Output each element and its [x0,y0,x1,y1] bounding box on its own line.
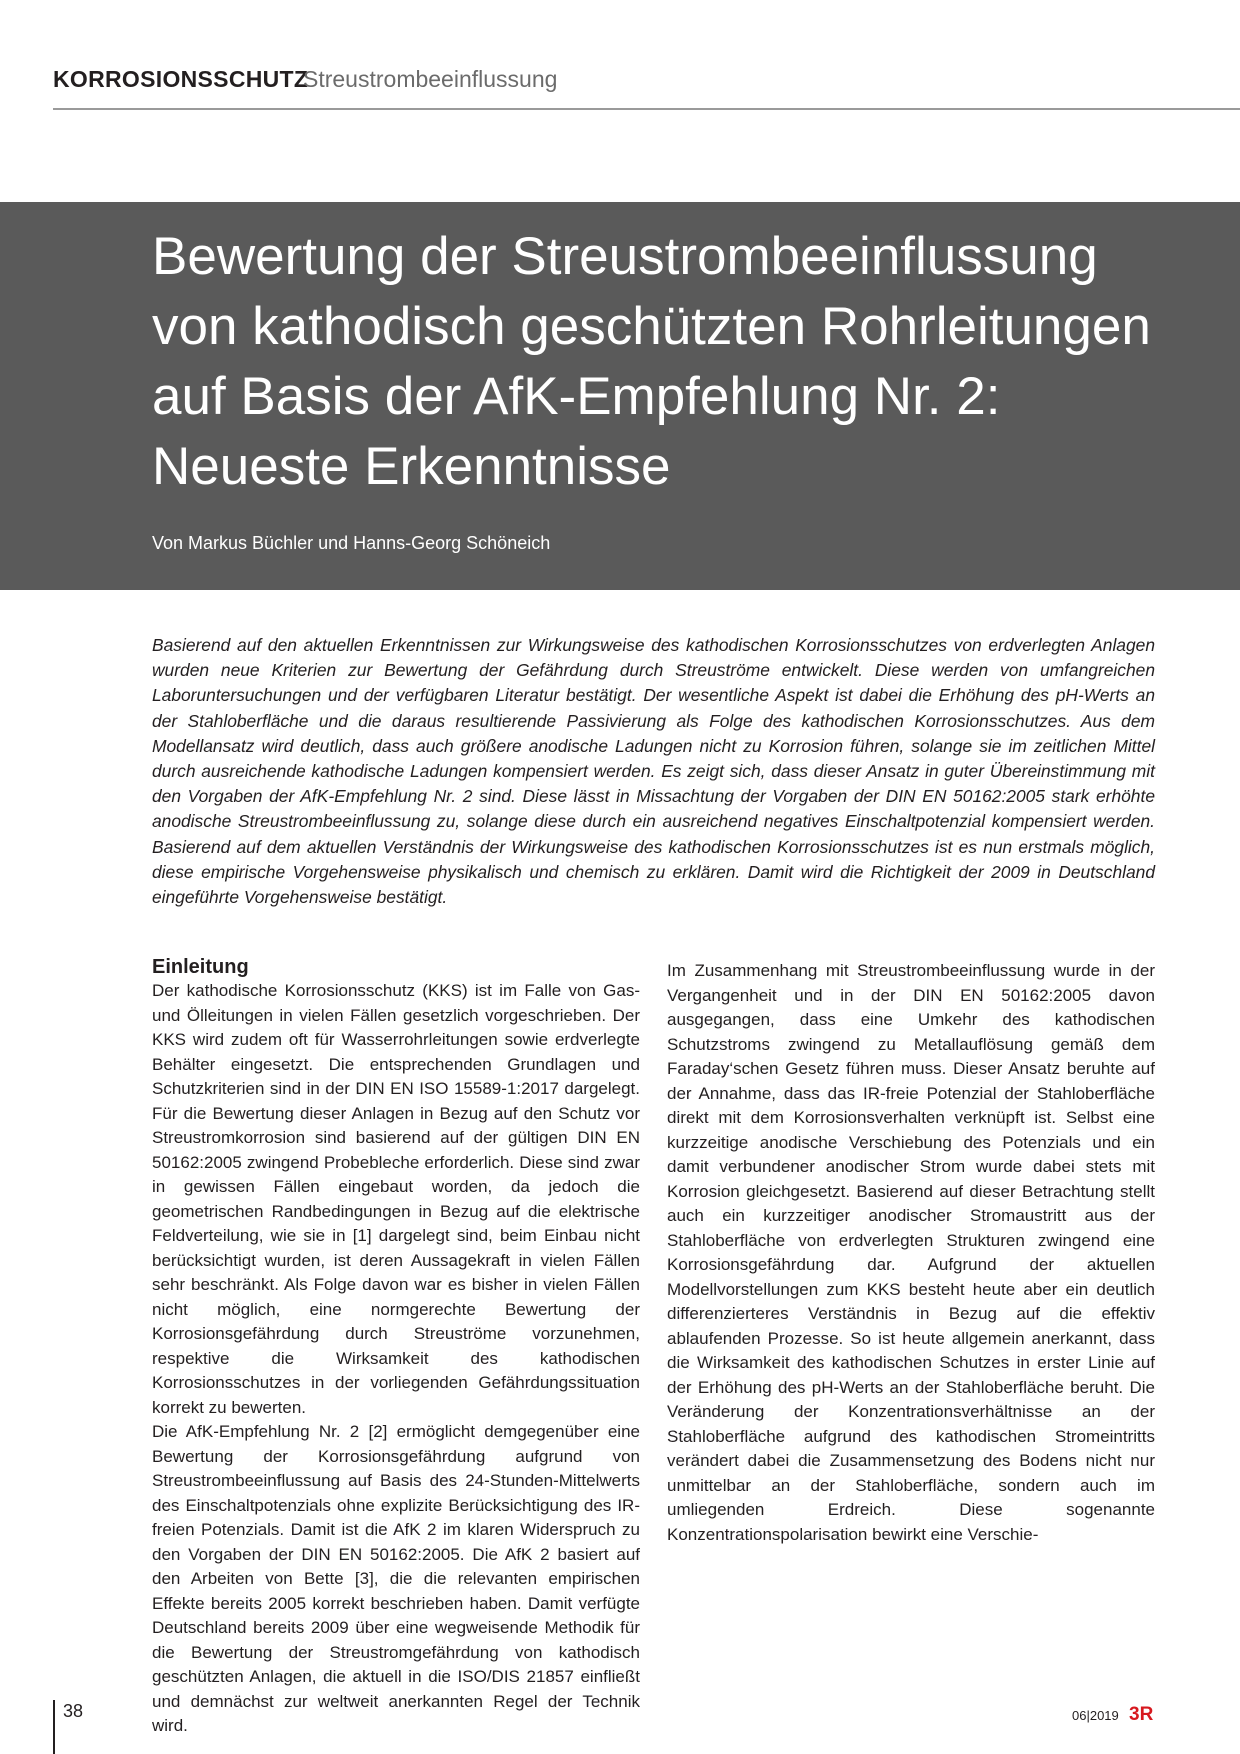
section-label: KORROSIONSSCHUTZ [53,66,309,92]
abstract: Basierend auf den aktuellen Erkenntnissen zur Wirkungsweise des kathodischen Korrosionsschutzes von erdverlegten Anlagen wurden neue Kriterien zur Bewertung der Gefährdung durch Streuströme entwickelt. Diese werden von umfangreichen Laboruntersuchungen und der verfügbaren Literatur bestätigt. Der wesentliche Aspekt ist dabei die Erhöhung des pH-Werts an der Stahloberfläche und die daraus resultierende Passivierung als Folge des kathodischen Korrosionsschutzes. Aus dem Modellansatz wird deutlich, dass auch größere anodische Ladungen nicht zu Korrosion führen, solange sie im zeitlichen Mittel durch ausreichende kathodische Ladungen kompensiert werden. Es zeigt sich, dass dieser Ansatz in guter Übereinstimmung mit den Vorgaben der AfK-Empfehlung Nr. 2 sind. Diese lässt in Missachtung der Vorgaben der DIN EN 50162:2005 stark erhöhte anodische Streustrombeeinflussung zu, solange diese durch ein ausreichend negatives Einschaltpotenzial kompensiert werden. Basierend auf dem aktuellen Verständnis der Wirkungsweise des kathodischen Korrosionsschutzes ist es nun erstmals möglich, diese empirische Vorgehensweise physikalisch und chemisch zu erklären. Damit wird die Richtigkeit der 2009 in Deutschland eingeführte Vorgehensweise bestätigt. [152,635,1155,908]
issue-label: 06|2019 [1072,1708,1119,1723]
paragraph-1: Der kathodische Korrosionsschutz (KKS) ist im Falle von Gas- und Ölleitungen in vielen Fällen gesetzlich vorgeschrieben. Der KKS wird zudem oft für Wasserrohrleitungen sowie erdverlegte Behälter eingesetzt. Die entsprechenden Grundlagen und Schutzkriterien sind in der DIN EN ISO 15589-1:2017 dargelegt. Für die Bewertung dieser Anlagen in Bezug auf den Schutz vor Streustromkorrosion sind basierend auf der gültigen DIN EN 50162:2005 zwingend Probebleche erforderlich. Diese sind zwar in gewissen Fällen eingebaut worden, da jedoch die geometrischen Randbedingungen in Bezug auf die elektrische Feldverteilung, wie sie in [1] dargelegt sind, beim Einbau nicht berücksichtigt wurden, ist deren Aussagekraft in vielen Fällen sehr beschränkt. Als Folge davon war es bisher in vielen Fällen nicht möglich, eine normgerechte Bewertung der Korrosionsgefährdung durch Streuströme vorzunehmen, respektive die Wirksamkeit des kathodischen Korrosionsschutzes in der vorliegenden Gefährdungssituation korrekt zu bewerten. [152,981,640,1417]
body-column-right [667,959,1155,1547]
paragraph-3: Im Zusammenhang mit Streustrombeeinflussung wurde in der Vergangenheit und in der DIN EN 50162:2005 davon ausgegangen, dass eine Umkehr des kathodischen Schutzstroms zwingend zu Metallauflösung gemäß dem Faraday‘schen Gesetz führen muss. Dieser Ansatz beruhte auf der Annahme, dass das IR-freie Potenzial der Stahloberfläche direkt mit dem Korrosionsverhalten verknüpft ist. Selbst eine kurzzeitige anodische Verschiebung des Potenzials und ein damit verbundener anodischer Strom wurde dabei stets mit Korrosion gleichgesetzt. Basierend auf dieser Betrachtung stellt auch ein kurzzeitiger anodischer Stromaustritt aus der Stahloberfläche von erdverlegten Strukturen zwingend eine Korrosionsgefährdung dar. Aufgrund der aktuellen Modellvorstellungen zum KKS besteht heute aber ein deutlich differenzierteres Verständnis in Bezug auf die effektiv ablaufenden Prozesse. So ist heute allgemein anerkannt, dass die Wirksamkeit des kathodischen Schutzes in erster Linie auf der Erhöhung des pH-Werts an der Stahloberfläche beruht. Die Veränderung der Konzentrationsverhältnisse an der Stahloberfläche aufgrund des kathodischen Stromeintritts verändert dabei die Zusammensetzung des Bodens nicht nur unmittelbar an der Stahloberfläche, sondern auch im umliegenden Erdreich. Diese sogenannte Konzentrationspolarisation bewirkt eine Verschie- [667,961,1155,1544]
title-line-4: Neueste Erkenntnisse [152,437,671,496]
page-number: 38 [63,1701,84,1721]
title-line-1: Bewertung der Streustrombeeinflussung [152,227,1098,286]
title-line-3: auf Basis der AfK-Empfehlung Nr. 2: [152,367,1001,426]
logo-text: 3R [1129,1704,1154,1723]
title-line-2: von kathodisch geschützten Rohrleitungen [152,297,1151,356]
publication-logo-3r [1129,1703,1165,1723]
running-header [53,66,1240,110]
paragraph-2: Die AfK-Empfehlung Nr. 2 [2] ermöglicht demgegenüber eine Bewertung der Korrosionsgefährdung aufgrund von Streustrombeeinflussung auf Basis des 24-Stunden-Mittelwerts des Einschaltpotenzials ohne explizite Berücksichtigung des IR-freien Potenzials. Damit ist die AfK 2 im klaren Widerspruch zu den Vorgaben der DIN EN 50162:2005. Die AfK 2 basiert auf den Arbeiten von Bette [3], die die relevanten empirischen Effekte bereits 2005 korrekt beschrieben haben. Damit verfügte Deutschland bereits 2009 über eine wegweisende Methodik für die Bewertung der Streustromgefährdung von kathodisch geschützten Anlagen, die aktuell in die ISO/DIS 21857 einfließt und demnächst zur weltweit anerkannten Regel der Technik wird. [152,1422,640,1735]
section-heading: Einleitung [152,956,249,978]
author-byline: Von Markus Büchler und Hanns-Georg Schöneich [152,533,551,553]
body-column-left [152,955,640,1739]
topic-label: Streustrombeeinflussung [303,66,558,92]
footer-rule [53,1700,55,1754]
article-title [152,222,1182,502]
